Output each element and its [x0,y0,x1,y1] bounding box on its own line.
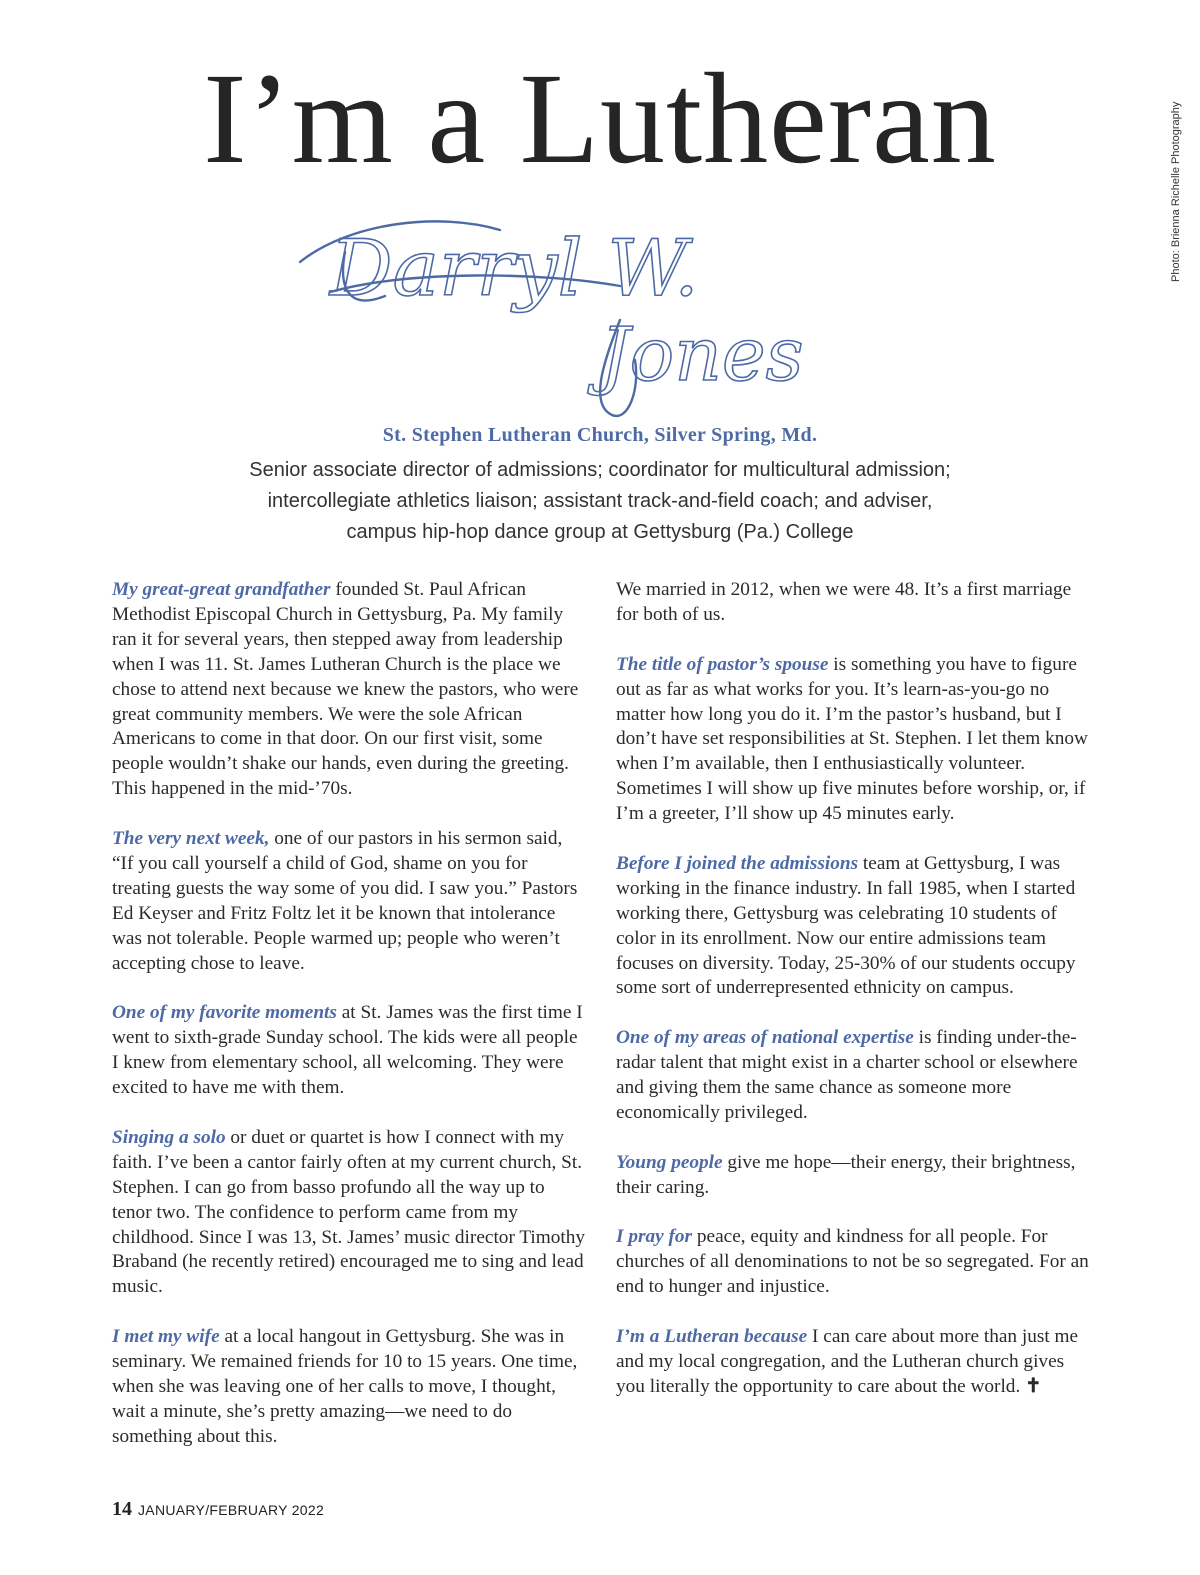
paragraph [616,852,1092,1001]
paragraph-lead: Before I joined the admissions [616,852,859,874]
church-name: St. Stephen Lutheran Church, Silver Spring, Md. [382,424,818,446]
paragraph-text: is finding under-the-radar talent that might exist in a charter school or elsewhere and giving them the same chance as someone more economically privileged. [616,1027,1078,1123]
paragraph [112,1325,588,1450]
paragraph [616,1151,1092,1201]
paragraph [616,653,1092,827]
paragraph-lead: My great-great grandfather [112,579,331,600]
page-number: 14 [112,1498,132,1520]
paragraph-lead: One of my areas of national expertise [616,1027,914,1049]
cross-icon: ✝ [1025,1375,1042,1397]
paragraph-text: at a local hangout in Gettysburg. She was in seminary. We remained friends for 10 to 15 years. One time, when she was leaving one of her calls to move, I thought, wait a minute, she’s pretty amazing—we need to do something about this. [112,1326,578,1447]
signature-last-name: Jones [600,312,804,398]
paragraph-lead: I pray for [616,1226,693,1248]
left-column [112,578,588,1475]
paragraph-text: peace, equity and kindness for all people. For churches of all denominations to not be so segregated. For an end to hunger and injustice. [616,1226,1089,1298]
paragraph-text: team at Gettysburg, I was working in the finance industry. In fall 1985, when I started working there, Gettysburg was celebrating 10 students of color in its enrollment. Now our entire admissions team focuses on diversity. Today, 25-30% of our students occupy some sort of underrepresented ethnicity on campus. [616,852,1076,999]
paragraph [616,578,1092,628]
paragraph [112,578,588,802]
paragraph [616,1026,1092,1126]
paragraph-lead: The title of pastor’s spouse [616,653,829,675]
role-line-2: intercollegiate athletics liaison; assistant track-and-field coach; and adviser, [267,490,933,512]
paragraph [112,1126,588,1300]
role-line-3: campus hip-hop dance group at Gettysburg (Pa.) College [346,521,854,543]
paragraph-lead: The very next week, [112,828,270,850]
issue-date: JANUARY/FEBRUARY 2022 [138,1502,325,1518]
photo-credit: Photo: Brienna Richelle Photography [1170,101,1182,282]
paragraph-text: at St. James was the first time I went to sixth-grade Sunday school. The kids were all people I knew from elementary school, all welcoming. They were excited to have me with them. [112,1002,583,1099]
page-title: I’m a Lutheran [203,47,997,191]
paragraph-text: We married in 2012, when we were 48. It’s a first marriage for both of us. [616,579,1072,625]
role-description [150,455,1050,548]
paragraph-text: is something you have to figure out as far as what works for you. It’s learn-as-you-go no matter how long you do it. I’m the pastor’s husband, but I don’t have set responsibilities at St. Stephen. I let them know when I’m available, then I enthusiastically volunteer. Sometimes I will show up five minutes before worship, or, if I’m a greeter, I’ll show up 45 minutes early. [616,653,1088,825]
paragraph-lead: Young people [616,1151,723,1173]
paragraph-text: give me hope—their energy, their brightness, their caring. [616,1151,1076,1198]
paragraph-text: one of our pastors in his sermon said, “If you call yourself a child of God, shame on you for treating guests the way some of you did. I saw you.” Pastors Ed Keyser and Fritz Foltz let it be known that intolerance was not tolerable. People warmed up; people who weren’t accepting chose to leave. [112,828,578,974]
paragraph [616,1225,1092,1300]
paragraph [616,1325,1092,1400]
role-line-1: Senior associate director of admissions; coordinator for multicultural admission; [249,459,951,481]
paragraph-lead: Singing a solo [112,1126,226,1148]
paragraph [112,827,588,976]
paragraph-text: I can care about more than just me and my local congregation, and the Lutheran church gives you literally the opportunity to care about the world. [616,1326,1079,1397]
page-footer [112,1498,324,1521]
signature-first-name: Darryl W. [330,224,699,314]
paragraph-lead: I met my wife [112,1326,220,1348]
paragraph-lead: One of my favorite moments [112,1002,337,1024]
paragraph [112,1001,588,1101]
signature [290,200,830,430]
paragraph-lead: I’m a Lutheran because [616,1326,808,1348]
paragraph-text: or duet or quartet is how I connect with my faith. I’ve been a cantor fairly often at my current church, St. Stephen. I can go from basso profundo all the way up to tenor two. The confidence to perform came from my childhood. Since I was 13, St. James’ music director Timothy Braband (he recently retired) encouraged me to sing and lead music. [112,1126,586,1298]
right-column [616,578,1092,1425]
paragraph-text: founded St. Paul African Methodist Episcopal Church in Gettysburg, Pa. My family ran it for several years, then stepped away from leadership when I was 11. St. James Lutheran Church is the place we chose to attend next because we knew the pastors, who were great community members. We were the sole African Americans to come in that door. On our first visit, some people wouldn’t shake our hands, even during the greeting. This happened in the mid-’70s. [112,579,579,800]
